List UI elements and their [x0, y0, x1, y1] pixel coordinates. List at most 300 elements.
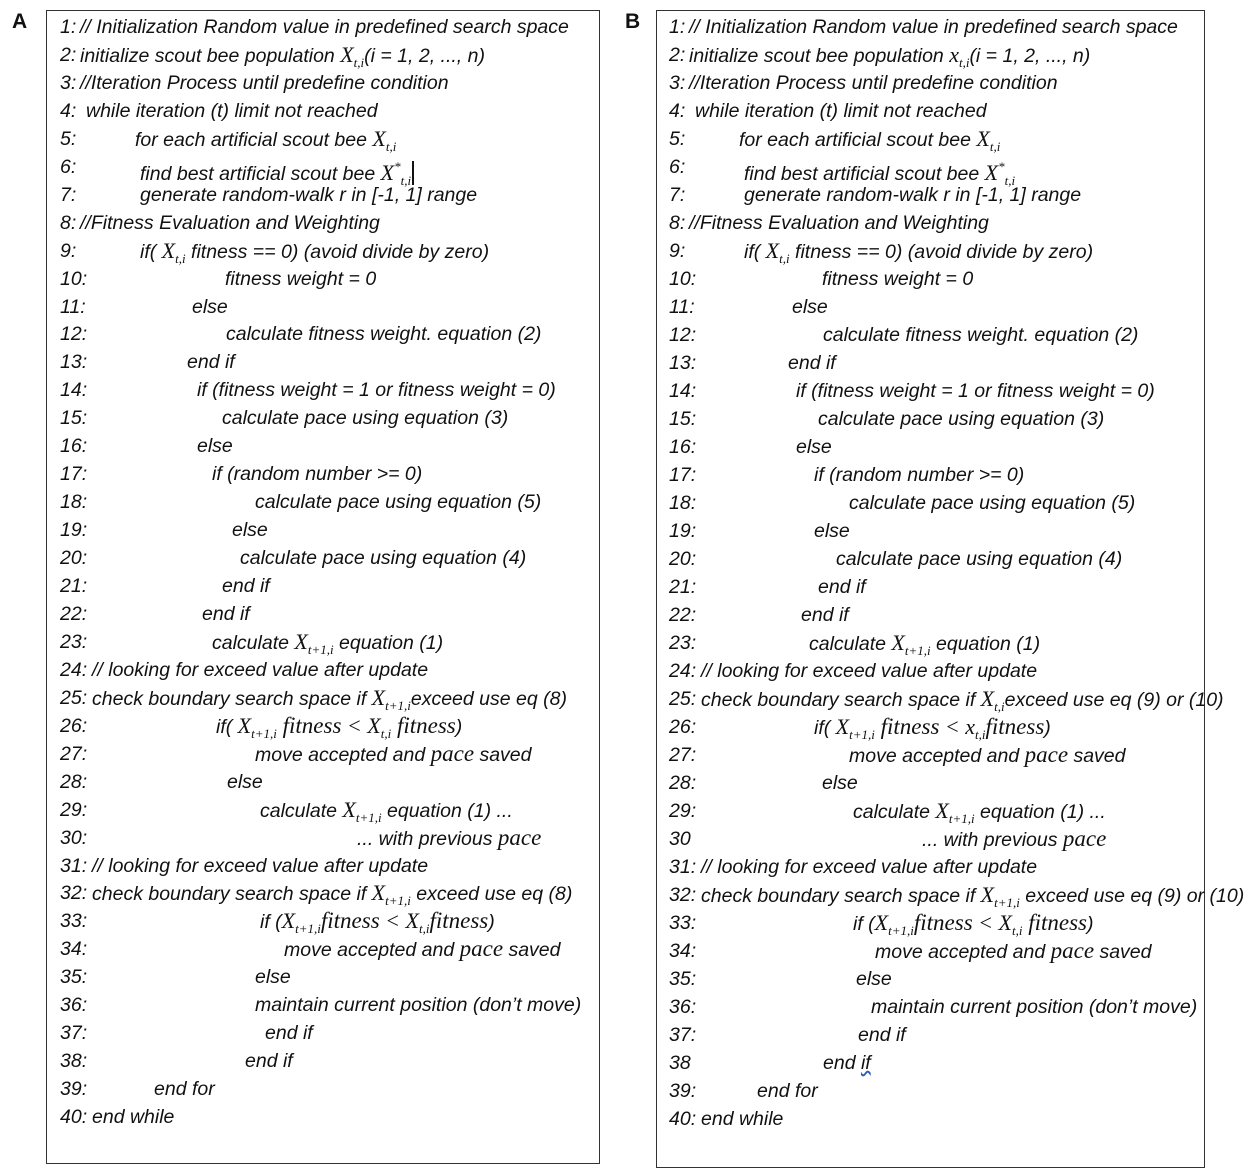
line-number: 4:	[669, 100, 686, 122]
text-fragment: check boundary search space if	[92, 687, 372, 710]
line-number: 30	[669, 828, 691, 850]
line-number: 19:	[60, 519, 88, 542]
text-fragment: calculate	[809, 633, 892, 655]
math-term: pace	[1050, 938, 1095, 963]
line-number: 1:	[60, 16, 77, 38]
math-subscript: t,i	[989, 139, 1001, 154]
text-fragment: else	[792, 296, 828, 318]
text-fragment: else	[796, 436, 832, 458]
text-fragment: end for	[154, 1078, 215, 1101]
math-term: pace	[430, 740, 475, 766]
line-number: 3:	[669, 72, 686, 94]
line-number: 9:	[60, 239, 77, 262]
text-fragment: generate random-walk r in [-1, 1] range	[744, 184, 1082, 206]
math-subscript: t,i	[779, 251, 790, 266]
line-text	[871, 995, 1197, 1019]
line-text	[265, 1021, 313, 1045]
math-term: pace	[1062, 826, 1107, 851]
line-number: 37:	[669, 1024, 697, 1046]
line-text	[701, 1107, 783, 1131]
math-subscript: t+1,i	[307, 641, 334, 657]
line-number: 8:	[669, 212, 686, 234]
math-symbol: X	[765, 238, 780, 263]
text-fragment: saved	[1068, 745, 1126, 767]
line-number: 11:	[669, 296, 695, 318]
text-fragment: initialize scout bee population	[80, 44, 341, 67]
line-number: 10:	[60, 267, 88, 290]
text-fragment: exceed use eq (8)	[410, 687, 567, 710]
panel-b-letter: B	[625, 10, 641, 33]
text-fragment: if(	[744, 241, 766, 263]
text-fragment: //Fitness Evaluation and Weighting	[80, 211, 380, 234]
math-subscript: t+1,i	[994, 895, 1020, 910]
line-text	[818, 575, 866, 599]
math-subscript: t+1,i	[849, 727, 875, 742]
text-fragment: calculate fitness weight. equation (2)	[226, 323, 542, 346]
line-text	[80, 15, 569, 39]
text-fragment: end while	[701, 1108, 784, 1130]
line-number: 19:	[669, 520, 697, 542]
line-number: 33:	[60, 910, 88, 933]
text-fragment: check boundary search space if	[701, 689, 981, 711]
line-number: 27:	[60, 742, 88, 765]
line-number: 8:	[60, 211, 77, 234]
math-symbol: X	[281, 908, 296, 934]
line-text	[154, 1077, 215, 1101]
line-number: 16:	[60, 435, 88, 458]
line-number: 40:	[60, 1106, 88, 1129]
panel-a-letter: A	[12, 10, 28, 33]
text-fragment: calculate	[853, 801, 936, 823]
line-text	[695, 99, 987, 123]
line-text	[849, 743, 1126, 768]
line-number: 7:	[60, 183, 77, 206]
text-fragment: (i = 1, 2, ..., n)	[969, 45, 1091, 67]
line-text	[197, 434, 233, 458]
text-fragment: for each artificial scout bee	[739, 129, 977, 151]
line-number: 15:	[669, 408, 697, 430]
line-text	[255, 965, 291, 989]
text-fragment: end for	[757, 1080, 818, 1102]
line-number: 10:	[669, 268, 697, 290]
math-term: fitness	[874, 714, 940, 739]
line-number: 12:	[669, 324, 697, 346]
math-subscript: t+1,i	[355, 809, 382, 825]
line-number: 6:	[60, 155, 77, 178]
text-fragment: calculate	[212, 631, 295, 654]
line-text	[822, 267, 973, 291]
text-fragment: else	[814, 520, 850, 542]
text-fragment: else	[856, 968, 892, 990]
math-term: fitness	[391, 712, 456, 738]
line-number: 20:	[60, 547, 88, 570]
line-text	[222, 574, 270, 598]
math-symbol: X	[980, 686, 995, 711]
line-text	[80, 71, 449, 95]
math-symbol: X	[340, 41, 354, 67]
math-symbol: X	[380, 159, 395, 185]
text-fragment: move accepted and	[849, 745, 1025, 767]
text-fragment: else	[227, 770, 263, 793]
line-number: 27:	[669, 744, 697, 766]
text-fragment: if(	[140, 240, 162, 263]
text-fragment: calculate pace using equation (5)	[255, 491, 542, 514]
math-subscript: t,i	[1004, 173, 1016, 188]
text-fragment: maintain current position (don’t move)	[871, 996, 1198, 1018]
line-number: 26:	[669, 716, 697, 738]
line-number: 36:	[669, 996, 697, 1018]
math-term: fitness	[429, 908, 489, 934]
line-number: 16:	[669, 436, 697, 458]
line-text	[689, 211, 989, 235]
text-fragment: fitness weight = 0	[225, 267, 377, 290]
line-text	[80, 211, 380, 235]
line-text	[744, 183, 1081, 207]
line-number: 5:	[60, 127, 77, 150]
text-fragment: calculate pace using equation (3)	[222, 407, 509, 430]
math-symbol: X	[294, 628, 308, 654]
text-fragment: exceed use eq (9) or (10)	[1004, 689, 1224, 711]
text-fragment: check boundary search space if	[92, 883, 372, 906]
line-text	[822, 771, 858, 795]
line-number: 9:	[669, 240, 686, 262]
math-symbol: X	[980, 882, 995, 907]
line-number: 25:	[60, 686, 88, 709]
text-fragment: else	[232, 519, 268, 542]
text-fragment: end if	[245, 1050, 293, 1073]
text-fragment: initialize scout bee population	[689, 45, 950, 67]
math-symbol: X	[835, 714, 850, 739]
line-text	[701, 855, 1037, 879]
text-fragment: if(	[814, 717, 836, 739]
text-fragment: fitness weight = 0	[822, 268, 974, 290]
math-symbol: X	[237, 712, 252, 738]
line-number: 33:	[669, 912, 697, 934]
line-number: 38	[669, 1052, 691, 1074]
line-number: 40:	[669, 1108, 697, 1130]
text-fragment: (i = 1, 2, ..., n)	[364, 44, 485, 67]
math-symbol: X	[998, 910, 1012, 935]
text-fragment: // Initialization Random value in predefined search space	[689, 16, 1178, 38]
math-symbol: X	[891, 630, 905, 655]
line-number: 32:	[60, 882, 88, 905]
line-number: 5:	[669, 128, 686, 150]
line-text	[255, 742, 532, 767]
line-text	[801, 603, 849, 627]
text-fragment: )	[488, 911, 495, 934]
line-number: 13:	[60, 351, 88, 374]
math-symbol: X	[342, 796, 356, 822]
math-symbol: x	[949, 42, 959, 67]
line-text	[856, 967, 892, 991]
text-cursor	[412, 161, 414, 185]
text-fragment: if (random number >= 0)	[212, 463, 423, 486]
text-fragment: move accepted and	[875, 941, 1051, 963]
line-number: 29:	[669, 800, 697, 822]
text-fragment: equation (1) ...	[974, 801, 1106, 823]
line-number: 32:	[669, 884, 697, 906]
line-number: 22:	[60, 602, 88, 625]
line-text	[255, 993, 581, 1017]
math-symbol: <	[379, 908, 406, 934]
text-fragment: )	[1086, 913, 1094, 935]
text-fragment: calculate pace using equation (4)	[240, 547, 527, 570]
math-symbol: X	[371, 684, 386, 710]
math-symbol: <	[939, 714, 966, 739]
line-number: 3:	[60, 71, 77, 94]
line-text	[818, 407, 1104, 431]
line-text	[92, 658, 428, 682]
text-fragment: // looking for exceed value after update	[701, 660, 1038, 682]
line-number: 1:	[669, 16, 686, 38]
text-fragment: //Iteration Process until predefine condition	[80, 71, 449, 94]
math-subscript: t,i	[1011, 923, 1023, 938]
line-number: 39:	[60, 1078, 88, 1101]
math-subscript: t,i	[994, 699, 1005, 714]
math-term: pace	[497, 824, 542, 850]
line-text	[796, 379, 1155, 403]
text-fragment: while iteration (t) limit not reached	[86, 99, 378, 122]
math-symbol: <	[341, 712, 368, 738]
math-symbol: X	[372, 125, 386, 151]
math-term: fitness	[1022, 910, 1087, 935]
text-fragment: maintain current position (don’t move)	[255, 994, 582, 1017]
math-symbol: X	[371, 880, 386, 906]
text-fragment: if (fitness weight = 1 or fitness weight = 0)	[197, 379, 556, 402]
line-text	[86, 99, 378, 123]
text-fragment: end if	[818, 576, 866, 598]
math-subscript: t+1,i	[385, 893, 411, 909]
text-fragment: equation (1) ...	[381, 799, 513, 822]
text-fragment: find best artificial scout bee	[744, 163, 985, 185]
text-fragment: // looking for exceed value after update	[701, 856, 1038, 878]
math-symbol: X	[367, 712, 381, 738]
text-fragment: saved	[503, 939, 561, 962]
math-superscript: *	[998, 159, 1005, 174]
text-fragment: // looking for exceed value after update	[92, 658, 429, 681]
math-term: pace	[459, 936, 504, 962]
line-text	[689, 15, 1178, 39]
line-number: 24:	[669, 660, 697, 682]
math-subscript: t,i	[958, 55, 970, 70]
math-symbol: X	[984, 160, 999, 185]
line-text	[92, 1105, 174, 1129]
line-text	[240, 546, 526, 570]
math-subscript: t+1,i	[948, 811, 975, 826]
math-subscript: t,i	[975, 727, 986, 742]
text-fragment: else	[197, 435, 233, 458]
panel-a-pseudocode-box	[46, 10, 600, 1164]
line-text	[875, 939, 1152, 964]
line-number: 34:	[669, 940, 697, 962]
line-number: 38:	[60, 1050, 88, 1073]
line-number: 37:	[60, 1022, 88, 1045]
text-fragment: end if	[788, 352, 836, 374]
line-text	[212, 462, 422, 486]
line-number: 23:	[60, 630, 88, 653]
math-term: fitness	[276, 712, 342, 738]
text-fragment: end if	[187, 351, 235, 374]
line-number: 26:	[60, 714, 88, 737]
line-text	[225, 267, 376, 291]
line-text	[922, 827, 1106, 852]
line-text	[836, 547, 1122, 571]
text-fragment: if (	[853, 913, 875, 935]
math-symbol: X	[976, 126, 990, 151]
panel-b-pseudocode-box	[656, 10, 1245, 1168]
text-fragment: fitness == 0) (avoid divide by zero)	[789, 241, 1094, 263]
math-symbol: X	[874, 910, 889, 935]
line-text	[814, 519, 850, 543]
math-symbol: X	[161, 237, 176, 263]
text-fragment: for each artificial scout bee	[135, 128, 373, 151]
line-text	[788, 351, 836, 375]
text-fragment: end if	[801, 604, 849, 626]
text-fragment: ... with previous	[357, 827, 498, 850]
text-fragment: calculate fitness weight. equation (2)	[823, 324, 1139, 346]
math-subscript: t,i	[353, 54, 365, 70]
text-fragment: calculate pace using equation (5)	[849, 492, 1136, 514]
line-text	[92, 854, 428, 878]
line-number: 22:	[669, 604, 697, 626]
math-subscript: t+1,i	[888, 923, 914, 938]
text-fragment: move accepted and	[255, 743, 431, 766]
text-fragment: end if	[202, 602, 250, 625]
math-subscript: t,i	[400, 172, 412, 188]
text-fragment: end if	[265, 1022, 313, 1045]
line-number: 30:	[60, 826, 88, 849]
line-number: 20:	[669, 548, 697, 570]
line-text	[255, 490, 541, 514]
line-number: 7:	[669, 184, 686, 206]
line-number: 21:	[669, 576, 697, 598]
text-fragment: if (random number >= 0)	[814, 464, 1025, 486]
line-number: 17:	[669, 464, 697, 486]
line-number: 14:	[60, 379, 88, 402]
math-subscript: t+1,i	[251, 725, 277, 741]
text-fragment: if	[860, 1052, 871, 1074]
text-fragment: end if	[222, 575, 270, 597]
text-fragment: )	[455, 715, 463, 738]
math-subscript: t,i	[418, 921, 430, 937]
line-text	[814, 463, 1024, 487]
line-number: 24:	[60, 658, 88, 681]
text-fragment: calculate pace using equation (3)	[818, 408, 1105, 430]
text-fragment: equation (1)	[333, 631, 444, 654]
text-fragment: else	[255, 966, 291, 989]
line-number: 28:	[669, 772, 697, 794]
line-text	[701, 659, 1037, 683]
text-fragment: fitness == 0) (avoid divide by zero)	[185, 240, 490, 263]
line-number: 21:	[60, 575, 88, 597]
text-fragment: exceed use eq (8)	[410, 883, 573, 906]
text-fragment: end if	[858, 1024, 906, 1046]
line-number: 13:	[669, 352, 697, 374]
line-text	[226, 322, 541, 346]
line-text	[757, 1079, 818, 1103]
text-fragment: end while	[92, 1106, 175, 1129]
text-fragment: saved	[474, 743, 532, 766]
line-number: 2:	[669, 44, 686, 66]
text-fragment: equation (1)	[930, 633, 1041, 655]
text-fragment: ... with previous	[922, 829, 1063, 851]
line-text	[232, 518, 268, 542]
line-text	[187, 350, 235, 374]
text-fragment: calculate pace using equation (4)	[836, 548, 1123, 570]
line-number: 39:	[669, 1080, 697, 1102]
line-number: 23:	[669, 632, 697, 654]
line-text	[197, 378, 556, 402]
line-text	[796, 435, 832, 459]
line-number: 11:	[60, 295, 86, 318]
line-text	[858, 1023, 906, 1047]
line-number: 34:	[60, 938, 88, 961]
line-text	[689, 71, 1058, 95]
line-text	[192, 295, 228, 319]
line-text	[245, 1049, 293, 1073]
line-number: 15:	[60, 407, 88, 430]
line-number: 29:	[60, 798, 88, 821]
math-superscript: *	[394, 158, 401, 174]
text-fragment: while iteration (t) limit not reached	[695, 100, 987, 122]
line-number: 31:	[669, 856, 697, 878]
line-number: 12:	[60, 323, 88, 346]
math-symbol: <	[972, 910, 999, 935]
text-fragment: else	[822, 772, 858, 794]
math-term: pace	[1024, 742, 1069, 767]
math-subscript: t+1,i	[385, 697, 411, 713]
line-number: 17:	[60, 463, 88, 486]
text-fragment: if(	[216, 715, 238, 738]
line-text	[823, 1051, 871, 1075]
math-subscript: t,i	[175, 250, 186, 266]
line-text	[284, 937, 561, 962]
line-text	[222, 406, 508, 430]
text-fragment: exceed use eq (9) or (10)	[1019, 885, 1245, 907]
text-fragment: move accepted and	[284, 939, 460, 962]
line-text	[792, 295, 828, 319]
text-fragment: else	[192, 295, 228, 318]
text-fragment: if (fitness weight = 1 or fitness weight = 0)	[796, 380, 1155, 402]
line-text	[849, 491, 1135, 515]
line-number: 35:	[60, 966, 88, 989]
line-text	[357, 826, 541, 851]
line-number: 35:	[669, 968, 697, 990]
text-fragment: calculate	[260, 799, 343, 822]
math-term: fitness	[985, 714, 1045, 739]
text-fragment: // Initialization Random value in predefined search space	[80, 16, 569, 38]
text-fragment: find best artificial scout bee	[140, 162, 381, 185]
line-text	[227, 770, 263, 794]
text-fragment: // looking for exceed value after update	[92, 854, 429, 877]
text-fragment: //Iteration Process until predefine condition	[689, 72, 1058, 94]
math-subscript: t,i	[380, 725, 392, 741]
math-subscript: t,i	[385, 138, 397, 154]
line-number: 2:	[60, 43, 77, 66]
line-number: 18:	[60, 491, 88, 514]
text-fragment: generate random-walk r in [-1, 1] range	[140, 183, 478, 206]
line-number: 36:	[60, 994, 88, 1017]
math-term: fitness	[913, 910, 973, 935]
line-text	[202, 602, 250, 626]
text-fragment: if (	[260, 911, 282, 934]
math-subscript: t+1,i	[295, 921, 321, 937]
text-fragment: saved	[1094, 941, 1152, 963]
text-fragment: check boundary search space if	[701, 885, 981, 907]
line-number: 4:	[60, 99, 77, 122]
math-symbol: X	[935, 798, 949, 823]
math-term: fitness	[320, 908, 380, 934]
